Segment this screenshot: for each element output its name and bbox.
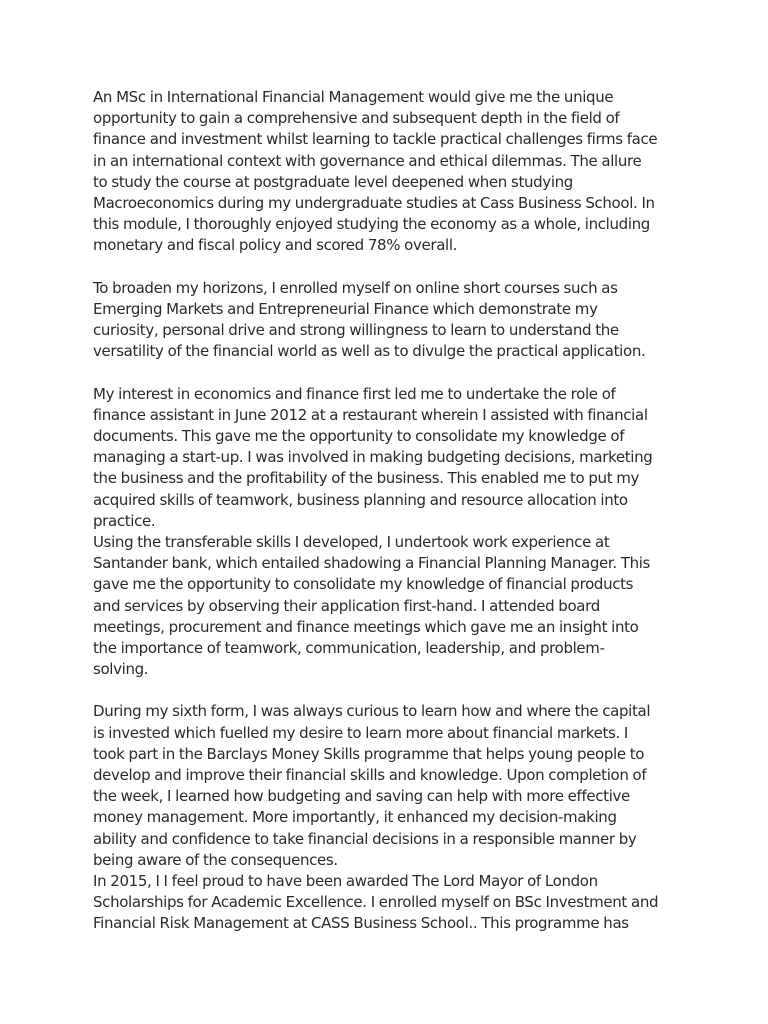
text-line: Santander bank, which entailed shadowing a Financial Planning Manager. This xyxy=(93,554,651,573)
paragraph-4 xyxy=(93,532,683,680)
paragraph-3 xyxy=(93,384,683,532)
text-line: gave me the opportunity to consolidate my knowledge of financial products xyxy=(93,575,634,594)
text-line: To broaden my horizons, I enrolled myself on online short courses such as xyxy=(93,278,618,297)
paragraph-spacer xyxy=(93,362,683,383)
text-line: to study the course at postgraduate level deepened when studying xyxy=(93,172,573,191)
text-line: Financial Risk Management at CASS Business School.. This programme has xyxy=(93,914,629,933)
text-line: practice. xyxy=(93,511,156,530)
text-line: Emerging Markets and Entrepreneurial Finance which demonstrate my xyxy=(93,299,598,318)
text-line: Using the transferable skills I developed, I undertook work experience at xyxy=(93,532,610,551)
text-line: finance and investment whilst learning to tackle practical challenges firms face xyxy=(93,130,658,149)
text-line: curiosity, personal drive and strong willingness to learn to understand the xyxy=(93,321,619,340)
text-line: In 2015, I I feel proud to have been awarded The Lord Mayor of London xyxy=(93,871,598,890)
text-line: An MSc in International Financial Management would give me the unique xyxy=(93,88,614,106)
text-line: monetary and fiscal policy and scored 78% overall. xyxy=(93,236,458,255)
paragraph-6 xyxy=(93,871,683,935)
text-line: acquired skills of teamwork, business planning and resource allocation into xyxy=(93,490,628,509)
text-line: documents. This gave me the opportunity to consolidate my knowledge of xyxy=(93,427,625,445)
text-line: managing a start-up. I was involved in making budgeting decisions, marketing xyxy=(93,448,653,467)
paragraph-spacer xyxy=(93,680,683,701)
text-line: in an international context with governance and ethical dilemmas. The allure xyxy=(93,151,642,170)
text-line: versatility of the financial world as well as to divulge the practical application. xyxy=(93,342,646,361)
text-line: the week, I learned how budgeting and saving can help with more effective xyxy=(93,787,630,806)
text-line: Macroeconomics during my undergraduate studies at Cass Business School. In xyxy=(93,193,655,212)
text-line: finance assistant in June 2012 at a restaurant wherein I assisted with financial xyxy=(93,405,648,424)
text-line: develop and improve their financial skills and knowledge. Upon completion of xyxy=(93,766,647,784)
text-line: solving. xyxy=(93,660,149,679)
text-line: and services by observing their application first-hand. I attended board xyxy=(93,596,600,615)
text-line: Scholarships for Academic Excellence. I enrolled myself on BSc Investment and xyxy=(93,893,659,912)
paragraph-spacer xyxy=(93,257,683,278)
text-line: meetings, procurement and finance meetings which gave me an insight into xyxy=(93,617,639,636)
text-line: My interest in economics and finance first led me to undertake the role of xyxy=(93,384,616,403)
text-line: took part in the Barclays Money Skills programme that helps young people to xyxy=(93,744,645,763)
text-line: being aware of the consequences. xyxy=(93,850,338,869)
text-line: the business and the profitability of the business. This enabled me to put my xyxy=(93,469,640,488)
text-line: this module, I thoroughly enjoyed studying the economy as a whole, including xyxy=(93,215,650,234)
text-line: is invested which fuelled my desire to learn more about financial markets. I xyxy=(93,723,628,742)
paragraph-5 xyxy=(93,701,683,871)
text-line: ability and confidence to take financial decisions in a responsible manner by xyxy=(93,829,637,848)
paragraph-2 xyxy=(93,278,683,363)
text-line: the importance of teamwork, communication, leadership, and problem- xyxy=(93,638,605,657)
text-line: money management. More importantly, it enhanced my decision-making xyxy=(93,808,617,827)
paragraph-1 xyxy=(93,87,683,257)
text-line: opportunity to gain a comprehensive and subsequent depth in the field of xyxy=(93,109,620,128)
document-body xyxy=(93,87,683,935)
text-line: During my sixth form, I was always curious to learn how and where the capital xyxy=(93,702,651,721)
